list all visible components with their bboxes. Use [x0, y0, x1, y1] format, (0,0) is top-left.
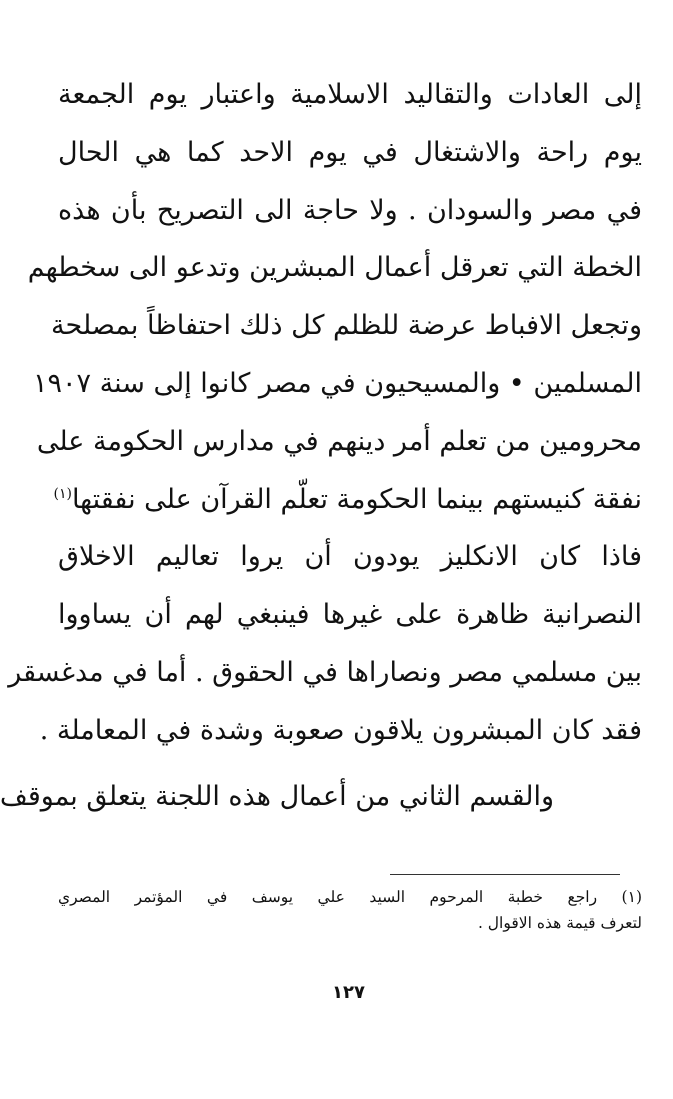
text-line-10: النصرانية ظاهرة على غيرها فينبغي لهم أن يساووا [58, 599, 642, 631]
page-number: ١٢٧ [332, 982, 365, 1003]
main-paragraph [0, 66, 642, 825]
footnote-line-1: (١) راجع خطبة المرحوم السيد علي يوسف في المؤتمر المصري [58, 888, 642, 906]
text-line-1: إلى العادات والتقاليد الاسلامية واعتبار يوم الجمعة [58, 79, 642, 110]
text-line-9: فاذا كان الانكليز يودون أن يروا تعاليم الاخلاق [58, 541, 642, 573]
text-line-3: في مصر والسودان . ولا حاجة الى التصريح بأن هذه [58, 194, 642, 226]
footnote-reference-marker: (١) [53, 485, 72, 502]
text-line-11: بين مسلمي مصر ونصاراها في الحقوق . أما في مدغسقر [8, 656, 642, 688]
text-line-2: يوم راحة والاشتغال في يوم الاحد كما هي الحال [58, 136, 642, 168]
text-line-4: الخطة التي تعرقل أعمال المبشرين وتدعو الى سخطهم [27, 252, 642, 284]
text-line-8 [53, 471, 642, 529]
footnote [58, 884, 642, 936]
text-line-8-content: نفقة كنيستهم بينما الحكومة تعلّم القرآن على نفقتها [71, 483, 642, 515]
second-paragraph-line: والقسم الثاني من أعمال هذه اللجنة يتعلق بموقف [0, 780, 554, 812]
text-line-5: وتجعل الافباط عرضة للظلم كل ذلك احتفاظاً بمصلحة [51, 310, 642, 342]
footnote-line-2: لتعرف قيمة هذه الاقوال . [477, 914, 642, 932]
footnote-separator [390, 874, 620, 875]
text-line-12: فقد كان المبشرون يلاقون صعوبة وشدة في المعاملة . [39, 714, 642, 746]
text-line-7: محرومين من تعلم أمر دينهم في مدارس الحكومة على [36, 425, 642, 457]
text-line-6: المسلمين • والمسيحيون في مصر كانوا إلى سنة ١٩٠٧ [33, 367, 642, 399]
